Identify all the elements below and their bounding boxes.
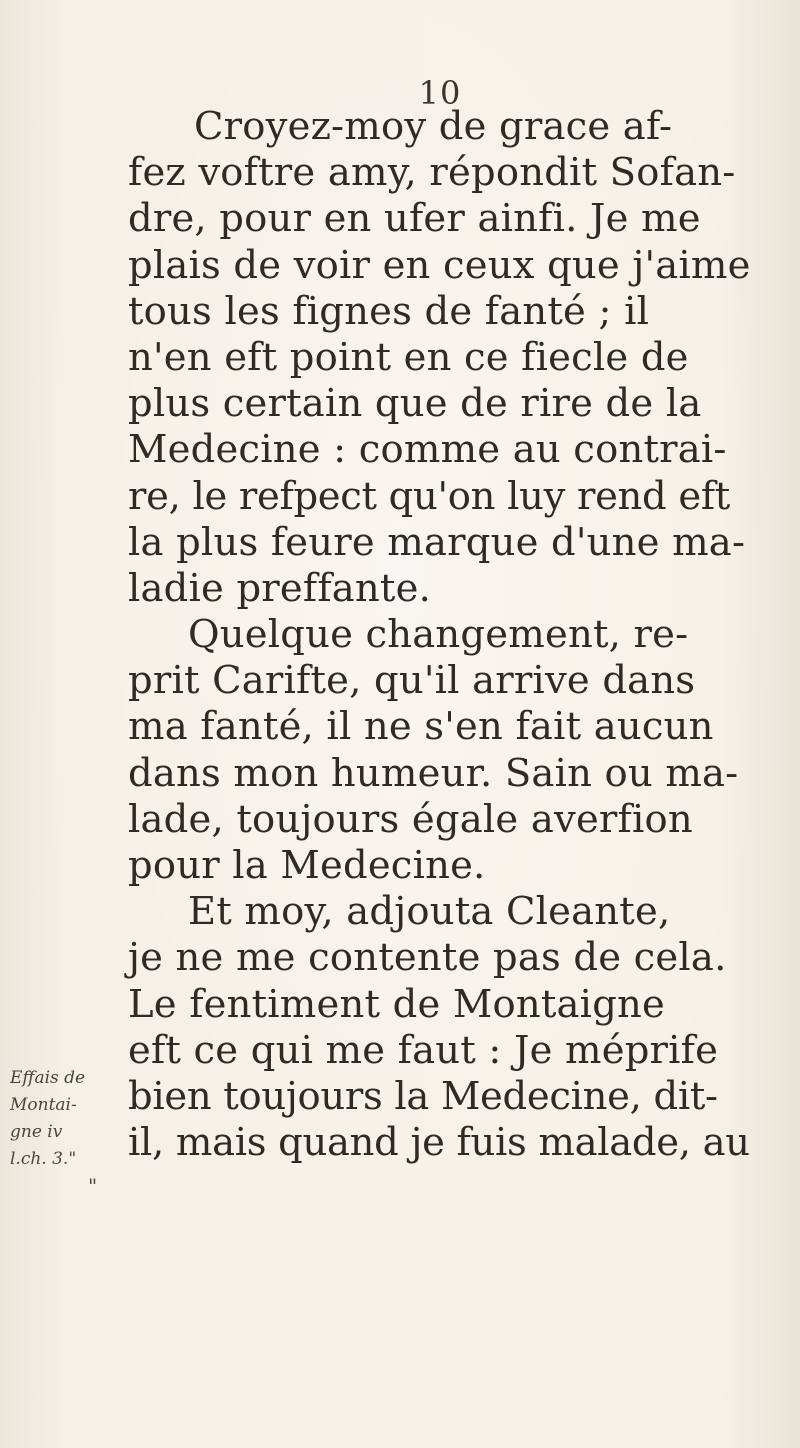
margin-note [10, 1065, 130, 1200]
text-line: prit Carifte, qu'il arrive dans [128, 658, 696, 704]
margin-note-line: l.ch. 3." [10, 1149, 77, 1169]
text-line: pour la Medecine. [128, 843, 486, 888]
text-line: la plus feure marque d'une ma- [128, 519, 746, 565]
text-line: ladie preffante. [128, 565, 432, 611]
text-line: n'en eft point en ce fiecle de [128, 334, 689, 380]
text-line: Quelque changement, re- [188, 612, 689, 658]
text-line: Medecine : comme au contrai- [128, 427, 727, 473]
text-line: dans mon humeur. Sain ou ma- [128, 750, 739, 796]
text-line: eft ce qui me faut : Je méprife [128, 1027, 719, 1073]
text-line: ma fanté, il ne s'en fait aucun [128, 704, 714, 750]
text-line: plus certain que de rire de la [128, 381, 702, 427]
text-line: re, le refpect qu'on luy rend eft [128, 473, 730, 519]
text-line: Le fentiment de Montaigne [128, 981, 666, 1027]
text-line: plais de voir en ceux que j'aime [128, 242, 751, 288]
page-number: 10 [418, 74, 462, 112]
text-line: dre, pour en ufer ainfi. Je me [128, 196, 701, 242]
text-line: bien toujours la Medecine, dit- [128, 1073, 718, 1119]
margin-note-line: Montai- [10, 1095, 77, 1115]
margin-note-quote-mark: " [88, 1174, 98, 1198]
text-line: je ne me contente pas de cela. [128, 935, 727, 981]
text-line: tous les fignes de fanté ; il [128, 288, 650, 334]
body-text [128, 104, 751, 1166]
margin-note-line: Effais de [10, 1068, 86, 1088]
text-line: Croyez-moy de grace af- [194, 104, 673, 149]
text-line: Et moy, adjouta Cleante, [188, 889, 671, 935]
text-line: lade, toujours égale averfion [128, 796, 693, 842]
text-line: fez voftre amy, répondit Sofan- [128, 150, 736, 196]
margin-note-line: gne iv [10, 1122, 63, 1142]
text-line: il, mais quand je fuis malade, au [128, 1120, 750, 1166]
